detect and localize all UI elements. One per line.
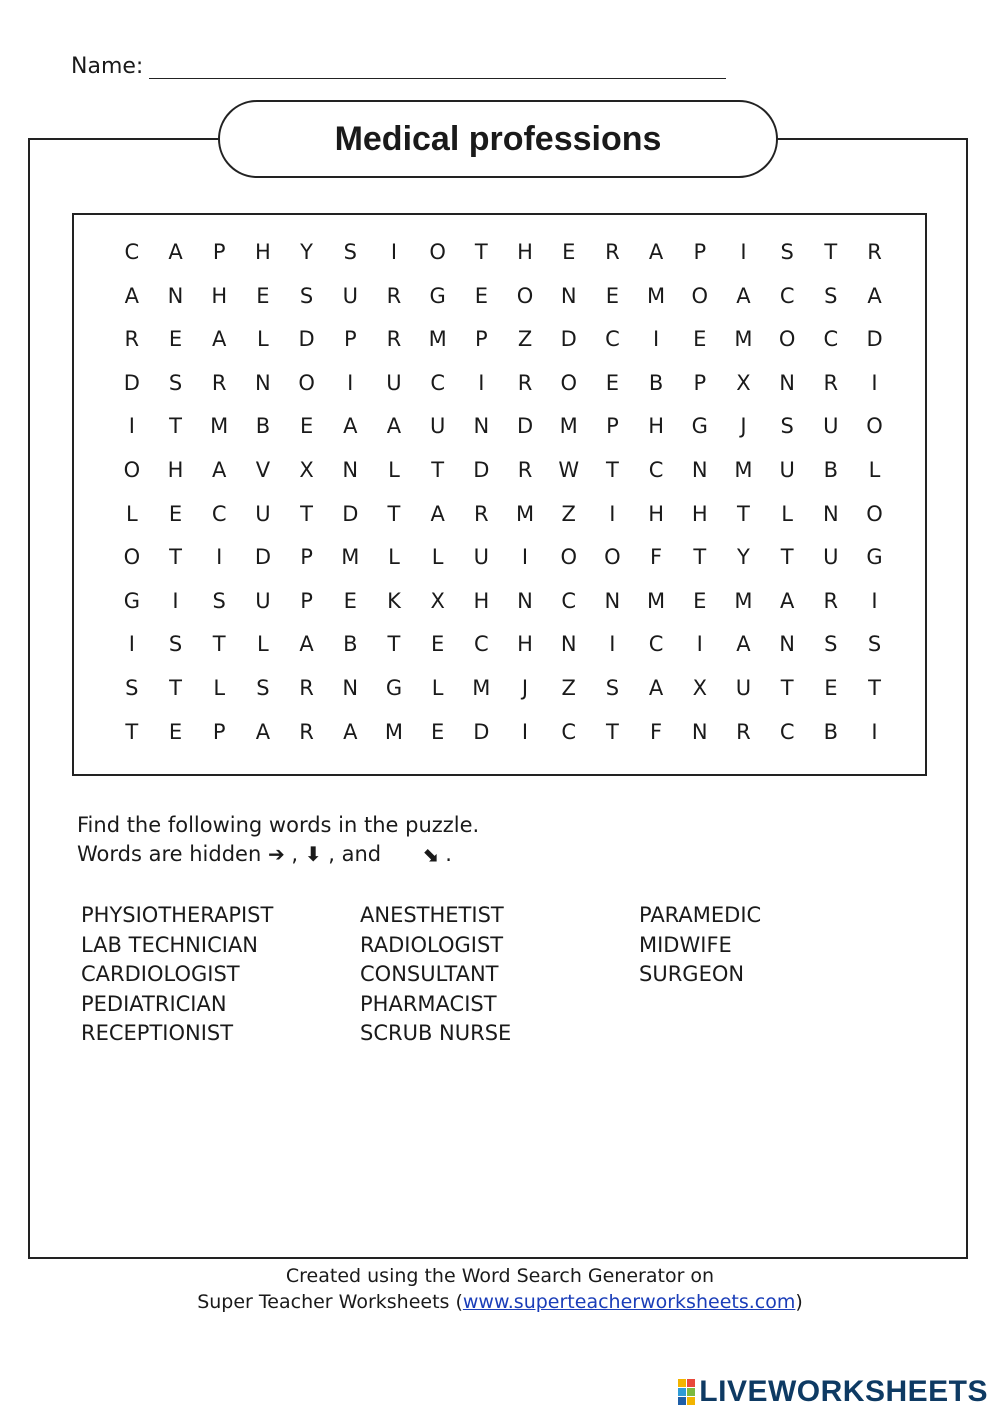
grid-row [110, 580, 898, 624]
grid-cell[interactable]: X [736, 370, 751, 395]
grid-cell[interactable]: R [211, 370, 227, 395]
grid-cell[interactable]: G [385, 675, 403, 700]
grid-cell[interactable]: T [125, 719, 139, 744]
grid-cell[interactable]: N [517, 588, 533, 613]
logo-block [678, 1397, 686, 1405]
grid-cell[interactable]: I [521, 719, 529, 744]
footer-line-2 [0, 1289, 1000, 1315]
grid-cell[interactable]: C [779, 719, 795, 744]
grid-cell[interactable]: A [779, 588, 795, 613]
grid-cell[interactable]: F [650, 719, 663, 744]
word-item: ANESTHETIST [360, 903, 504, 927]
grid-cell[interactable]: C [648, 632, 664, 657]
grid-cell[interactable]: B [255, 414, 271, 439]
name-field[interactable] [149, 56, 726, 79]
grid-cell[interactable]: A [867, 283, 882, 308]
grid-cell[interactable]: S [780, 414, 794, 439]
grid-cell[interactable]: T [169, 414, 182, 439]
grid-cell[interactable]: C [779, 283, 795, 308]
grid-cell[interactable]: A [648, 240, 664, 264]
grid-cell[interactable]: R [517, 457, 533, 482]
grid-cell[interactable]: S [824, 283, 838, 308]
footer-suffix: ) [795, 1291, 803, 1313]
grid-cell[interactable]: M [210, 414, 229, 439]
grid-cell[interactable]: M [428, 327, 447, 352]
grid-row [110, 493, 898, 537]
grid-cell[interactable]: C [430, 370, 445, 395]
grid-cell[interactable]: R [386, 283, 402, 308]
grid-row [110, 231, 898, 275]
word-list [81, 901, 918, 1049]
grid-cell[interactable]: L [388, 457, 400, 482]
grid-cell[interactable]: E [431, 719, 445, 744]
grid-cell[interactable]: S [168, 632, 183, 657]
grid-cell[interactable]: O [866, 414, 883, 439]
grid-cell[interactable]: M [647, 588, 666, 613]
grid-cell[interactable]: S [780, 240, 794, 264]
grid-cell[interactable]: C [561, 588, 577, 613]
grid-cell[interactable]: T [474, 240, 488, 264]
grid-cell[interactable]: P [693, 240, 707, 264]
grid-cell[interactable]: I [128, 632, 135, 657]
grid-cell[interactable]: D [866, 327, 883, 352]
grid-cell[interactable]: U [779, 457, 795, 482]
grid-cell[interactable]: X [430, 588, 445, 613]
grid-cell[interactable]: E [605, 283, 620, 308]
grid-cell[interactable]: Y [300, 240, 313, 264]
grid-cell[interactable]: I [172, 588, 179, 613]
grid-cell[interactable]: U [735, 675, 752, 700]
instructions-line-2 [77, 840, 479, 869]
grid-row [110, 449, 898, 493]
grid-cell[interactable]: U [429, 414, 446, 439]
logo-block [678, 1379, 686, 1387]
grid-cell[interactable]: A [343, 719, 358, 744]
grid-cell[interactable]: P [693, 370, 707, 395]
grid-cell[interactable]: O [516, 283, 534, 308]
grid-cell[interactable]: A [212, 327, 227, 352]
grid-cell[interactable]: S [867, 632, 882, 657]
grid-cell[interactable]: G [866, 545, 883, 570]
grid-row [110, 711, 898, 755]
grid-cell[interactable]: C [605, 327, 620, 352]
grid-cell[interactable]: M [384, 719, 404, 744]
logo-icon [678, 1379, 695, 1405]
word-item: PHARMACIST [360, 991, 497, 1016]
grid-cell[interactable]: T [605, 719, 619, 744]
grid-cell[interactable]: O [123, 457, 141, 482]
word-column [81, 901, 360, 1049]
grid-cell[interactable]: A [255, 719, 271, 744]
grid-cell[interactable]: P [212, 719, 226, 744]
grid-cell[interactable]: C [648, 457, 664, 482]
grid-cell[interactable]: S [212, 588, 226, 613]
grid-cell[interactable]: A [736, 632, 751, 657]
grid-cell[interactable]: J [521, 675, 529, 700]
grid-cell[interactable]: A [386, 414, 402, 439]
grid-cell[interactable]: L [213, 675, 226, 700]
grid-cell[interactable]: G [691, 414, 708, 439]
grid-cell[interactable]: E [168, 327, 183, 352]
grid-cell[interactable]: L [257, 327, 269, 352]
grid-cell[interactable]: I [652, 327, 660, 352]
grid-cell[interactable]: N [560, 632, 577, 657]
grid-cell[interactable]: S [125, 675, 139, 700]
grid-cell[interactable]: T [387, 632, 401, 657]
word-item: SURGEON [639, 962, 745, 986]
grid-cell[interactable]: G [123, 588, 140, 613]
separator-1: , [291, 842, 299, 866]
grid-cell[interactable]: O [560, 545, 577, 570]
grid-cell[interactable]: M [734, 327, 753, 352]
grid-row [110, 318, 898, 362]
grid-cell[interactable]: I [347, 370, 354, 395]
grid-cell[interactable]: I [521, 545, 529, 570]
grid-cell[interactable]: B [823, 457, 839, 482]
footer [0, 1263, 1000, 1315]
word-item: PEDIATRICIAN [81, 991, 227, 1016]
grid-cell[interactable]: E [168, 719, 183, 744]
grid-cell[interactable]: U [342, 283, 358, 308]
grid-cell[interactable]: L [388, 545, 400, 570]
grid-cell[interactable]: A [168, 240, 183, 264]
grid-cell[interactable]: Z [517, 327, 533, 352]
grid-cell[interactable]: T [169, 675, 182, 700]
grid-cell[interactable]: I [740, 240, 747, 264]
grid-cell[interactable]: T [300, 501, 313, 526]
word-item: CARDIOLOGIST [81, 962, 240, 986]
grid-cell[interactable]: A [212, 457, 227, 482]
grid-cell[interactable]: X [299, 457, 314, 482]
footer-link[interactable]: www.superteacherworksheets.com [462, 1291, 796, 1313]
word-item: RADIOLOGIST [360, 932, 504, 957]
grid-cell[interactable]: D [516, 414, 534, 439]
grid-cell[interactable]: E [605, 370, 620, 395]
grid-cell[interactable]: N [255, 370, 271, 395]
grid-cell[interactable]: D [123, 370, 140, 395]
grid-cell[interactable]: H [167, 457, 184, 482]
grid-cell[interactable]: M [472, 675, 491, 700]
grid-cell[interactable]: H [255, 240, 271, 264]
word-column [360, 901, 639, 1049]
grid-cell[interactable]: I [609, 501, 616, 526]
arrow-diagonal-icon: ⬊ [421, 842, 439, 866]
grid-cell[interactable]: P [300, 545, 313, 570]
grid-cell[interactable]: N [342, 457, 359, 482]
grid-cell[interactable]: A [124, 283, 140, 308]
grid-cell[interactable]: E [299, 414, 314, 439]
grid-cell[interactable]: H [211, 283, 228, 308]
grid-cell[interactable]: O [866, 501, 883, 526]
grid-cell[interactable]: I [478, 370, 485, 395]
grid-cell[interactable]: F [650, 545, 663, 570]
grid-cell[interactable]: C [474, 632, 489, 657]
grid-cell[interactable]: N [779, 370, 796, 395]
grid-cell[interactable]: S [824, 632, 838, 657]
grid-cell[interactable]: M [647, 283, 666, 308]
grid-row [110, 623, 898, 667]
grid-cell[interactable]: S [299, 283, 314, 308]
name-label: Name: [71, 54, 144, 79]
grid-cell[interactable]: H [517, 632, 533, 657]
grid-cell[interactable]: U [473, 545, 490, 570]
grid-cell[interactable]: H [691, 501, 708, 526]
grid-cell[interactable]: C [561, 719, 577, 744]
grid-cell[interactable]: L [781, 501, 793, 526]
grid-cell[interactable]: I [871, 370, 878, 395]
grid-cell[interactable]: N [691, 719, 708, 744]
grid-row [110, 362, 898, 406]
grid-cell[interactable]: Z [561, 675, 576, 700]
grid-cell[interactable]: U [255, 588, 271, 613]
grid-cell[interactable]: P [343, 327, 357, 352]
grid-cell[interactable]: L [125, 501, 138, 526]
grid-cell[interactable]: Y [737, 545, 750, 570]
grid-cell[interactable]: D [473, 457, 490, 482]
grid-cell[interactable]: T [780, 545, 794, 570]
grid-cell[interactable]: E [693, 588, 707, 613]
grid-cell[interactable]: N [822, 501, 839, 526]
grid-cell[interactable]: D [298, 327, 315, 352]
arrow-down-icon: ⬇ [304, 842, 322, 866]
grid-cell[interactable]: R [517, 370, 533, 395]
separator-2: , and [328, 842, 382, 866]
grid-cell[interactable]: B [343, 632, 358, 657]
grid-cell[interactable]: O [298, 370, 315, 395]
grid-cell[interactable]: E [343, 588, 357, 613]
grid-row [110, 275, 898, 319]
liveworksheets-logo [678, 1375, 988, 1409]
word-item: RECEPTIONIST [81, 1021, 234, 1045]
word-column [639, 901, 918, 1049]
grid-cell[interactable]: R [124, 327, 140, 352]
grid-cell[interactable]: E [474, 283, 488, 308]
page-title: Medical professions [334, 119, 662, 158]
grid-cell[interactable]: T [868, 675, 881, 700]
grid-cell[interactable]: I [696, 632, 703, 657]
grid-cell[interactable]: A [430, 501, 445, 526]
grid-cell[interactable]: C [211, 501, 227, 526]
grid-cell[interactable]: O [691, 283, 709, 308]
grid-cell[interactable]: I [390, 240, 398, 264]
grid-cell[interactable]: G [429, 283, 446, 308]
grid-cell[interactable]: S [605, 675, 620, 700]
grid-cell[interactable]: U [823, 545, 839, 570]
grid-cell[interactable]: O [604, 545, 621, 570]
logo-block [687, 1379, 695, 1387]
grid-cell[interactable]: M [341, 545, 360, 570]
grid-cell[interactable]: R [736, 719, 751, 744]
instructions-line-1: Find the following words in the puzzle. [77, 813, 480, 837]
grid-cell[interactable]: H [648, 414, 664, 439]
word-item: SCRUB NURSE [360, 1021, 512, 1045]
word-item: PHYSIOTHERAPIST [81, 903, 274, 927]
grid-cell[interactable]: E [431, 632, 445, 657]
word-item: CONSULTANT [360, 962, 499, 986]
grid-cell[interactable]: R [299, 719, 314, 744]
grid-cell[interactable]: Z [561, 501, 576, 526]
grid-cell[interactable]: L [868, 457, 881, 482]
grid-row [110, 667, 898, 711]
grid-cell[interactable]: N [604, 588, 621, 613]
grid-cell[interactable]: E [168, 501, 183, 526]
grid-cell[interactable]: I [871, 588, 878, 613]
letter-grid [110, 231, 898, 754]
grid-cell[interactable]: D [473, 719, 490, 744]
logo-block [678, 1388, 686, 1396]
grid-cell[interactable]: O [778, 327, 796, 352]
grid-cell[interactable]: E [824, 675, 838, 700]
title-banner [218, 100, 778, 178]
grid-cell[interactable]: L [431, 675, 444, 700]
grid-cell[interactable]: O [560, 370, 577, 395]
grid-cell[interactable]: R [474, 501, 489, 526]
grid-cell[interactable]: E [562, 240, 576, 264]
grid-cell[interactable]: P [212, 240, 226, 264]
grid-cell[interactable]: E [256, 283, 270, 308]
grid-cell[interactable]: X [692, 675, 707, 700]
grid-cell[interactable]: T [212, 632, 226, 657]
grid-cell[interactable]: T [693, 545, 707, 570]
grid-cell[interactable]: R [823, 370, 839, 395]
grid-row [110, 405, 898, 449]
footer-prefix: Super Teacher Worksheets ( [197, 1291, 463, 1313]
instructions [77, 811, 479, 869]
grid-cell[interactable]: N [167, 283, 184, 308]
grid-cell[interactable]: R [823, 588, 839, 613]
arrow-right-icon: ➔ [267, 842, 285, 866]
instructions-prefix: Words are hidden [77, 842, 262, 866]
grid-cell[interactable]: V [255, 457, 271, 482]
name-row [71, 54, 726, 79]
grid-cell[interactable]: B [823, 719, 839, 744]
grid-cell[interactable]: N [779, 632, 796, 657]
grid-cell[interactable]: M [734, 457, 753, 482]
grid-cell[interactable]: N [691, 457, 708, 482]
grid-cell[interactable]: K [387, 588, 401, 613]
grid-cell[interactable]: H [648, 501, 664, 526]
grid-cell[interactable]: R [386, 327, 402, 352]
grid-cell[interactable]: D [560, 327, 577, 352]
grid-cell[interactable]: I [128, 414, 135, 439]
grid-cell[interactable]: P [475, 327, 488, 352]
grid-cell[interactable]: U [255, 501, 271, 526]
grid-cell[interactable]: T [737, 501, 750, 526]
grid-cell[interactable]: A [736, 283, 751, 308]
grid-cell[interactable]: U [386, 370, 402, 395]
word-item: LAB TECHNICIAN [81, 932, 259, 957]
grid-row [110, 536, 898, 580]
grid-cell[interactable]: P [300, 588, 313, 613]
grid-cell[interactable]: M [734, 588, 753, 613]
grid-cell[interactable]: N [342, 675, 359, 700]
grid-cell[interactable]: W [558, 457, 580, 482]
grid-cell[interactable]: R [867, 240, 882, 264]
grid-cell[interactable]: I [216, 545, 223, 570]
grid-cell[interactable]: S [256, 675, 270, 700]
grid-cell[interactable]: A [648, 675, 664, 700]
grid-cell[interactable]: O [123, 545, 141, 570]
grid-cell[interactable]: C [823, 327, 839, 352]
brand-name: LIVEWORKSHEETS [699, 1375, 988, 1408]
grid-cell[interactable]: S [168, 370, 183, 395]
grid-cell[interactable]: M [559, 414, 578, 439]
word-item: MIDWIFE [639, 932, 732, 957]
grid-cell[interactable]: R [299, 675, 314, 700]
grid-cell[interactable]: U [823, 414, 839, 439]
grid-cell[interactable]: D [342, 501, 359, 526]
grid-cell[interactable]: T [605, 457, 619, 482]
footer-line-1: Created using the Word Search Generator on [285, 1265, 715, 1287]
logo-block [687, 1397, 695, 1405]
grid-cell[interactable]: P [606, 414, 619, 439]
grid-cell[interactable]: O [429, 240, 446, 264]
grid-cell[interactable]: E [693, 327, 707, 352]
grid-cell[interactable]: M [515, 501, 535, 526]
grid-cell[interactable]: L [431, 545, 444, 570]
grid-cell[interactable]: S [343, 240, 357, 264]
grid-cell[interactable]: I [871, 719, 878, 744]
grid-cell[interactable]: N [473, 414, 490, 439]
grid-cell[interactable]: J [740, 414, 747, 439]
grid-cell[interactable]: T [431, 457, 445, 482]
grid-cell[interactable]: B [648, 370, 664, 395]
grid-cell[interactable]: H [517, 240, 533, 264]
grid-cell[interactable]: I [609, 632, 616, 657]
grid-cell[interactable]: A [299, 632, 314, 657]
grid-cell[interactable]: T [824, 240, 838, 264]
grid-cell[interactable]: H [473, 588, 490, 613]
word-item: PARAMEDIC [639, 903, 762, 927]
instructions-end: . [445, 842, 452, 866]
grid-cell[interactable]: T [169, 545, 182, 570]
grid-cell[interactable]: T [780, 675, 794, 700]
grid-cell[interactable]: D [254, 545, 271, 570]
grid-cell[interactable]: L [257, 632, 269, 657]
logo-block [687, 1388, 695, 1396]
grid-cell[interactable]: C [124, 240, 140, 264]
grid-cell[interactable]: T [387, 501, 401, 526]
grid-cell[interactable]: N [560, 283, 577, 308]
grid-cell[interactable]: A [343, 414, 358, 439]
grid-cell[interactable]: R [605, 240, 620, 264]
